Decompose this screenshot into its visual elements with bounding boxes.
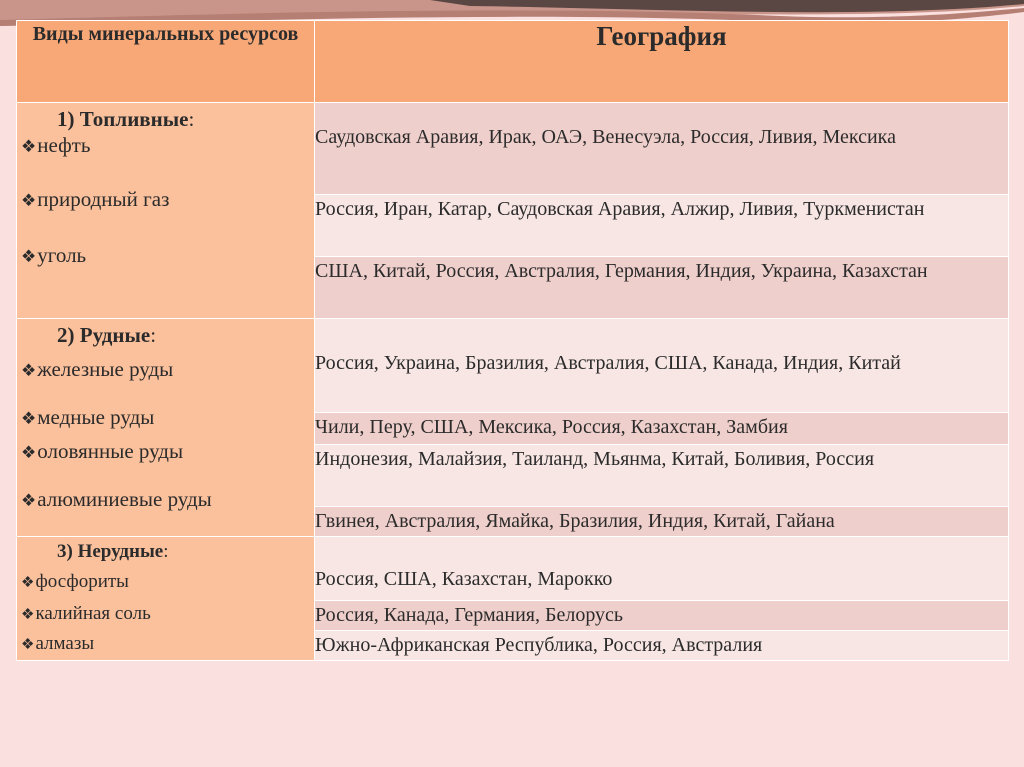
geo-iron-ore: Россия, Украина, Бразилия, Австралия, США, Канада, Индия, Китай	[315, 319, 1009, 413]
geo-natural-gas: Россия, Иран, Катар, Саудовская Аравия, Алжир, Ливия, Туркменистан	[315, 195, 1009, 257]
resource-diamonds: ❖алмазы	[21, 633, 95, 654]
geo-diamonds: Южно-Африканская Республика, Россия, Австралия	[315, 631, 1009, 661]
category-title: 1) Топливные:	[57, 107, 195, 131]
bullet-icon: ❖	[21, 637, 35, 653]
geo-potash-salt: Россия, Канада, Германия, Белорусь	[315, 601, 1009, 631]
category-title: 3) Нерудные:	[57, 541, 169, 562]
bullet-icon: ❖	[21, 575, 35, 591]
mineral-resources-table	[16, 20, 1009, 661]
category-ore	[17, 319, 315, 537]
resource-phosphorites: ❖фосфориты	[21, 571, 129, 592]
geo-tin-ore: Индонезия, Малайзия, Таиланд, Мьянма, Китай, Боливия, Россия	[315, 445, 1009, 507]
resource-oil: ❖нефть	[21, 133, 91, 157]
bullet-icon: ❖	[21, 137, 37, 156]
header-geography: География	[315, 21, 1009, 103]
header-row	[17, 21, 1009, 103]
geo-coal: США, Китай, Россия, Австралия, Германия, Индия, Украина, Казахстан	[315, 257, 1009, 319]
resource-iron-ore: ❖железные руды	[21, 357, 174, 381]
resource-tin-ore: ❖оловянные руды	[21, 439, 184, 463]
bullet-icon: ❖	[21, 491, 37, 510]
geo-phosphorites: Россия, США, Казахстан, Марокко	[315, 537, 1009, 601]
resource-copper-ore: ❖медные руды	[21, 405, 155, 429]
table-row	[17, 103, 1009, 195]
table-row	[17, 319, 1009, 413]
table-row	[17, 537, 1009, 601]
bullet-icon: ❖	[21, 191, 37, 210]
header-resource-types: Виды минеральных ресурсов	[17, 21, 315, 103]
bullet-icon: ❖	[21, 607, 35, 623]
resource-aluminum-ore: ❖алюминиевые руды	[21, 487, 212, 511]
geo-oil: Саудовская Аравия, Ирак, ОАЭ, Венесуэла, Россия, Ливия, Мексика	[315, 103, 1009, 195]
bullet-icon: ❖	[21, 247, 37, 266]
geo-copper-ore: Чили, Перу, США, Мексика, Россия, Казахстан, Замбия	[315, 413, 1009, 445]
resource-coal: ❖уголь	[21, 243, 87, 267]
bullet-icon: ❖	[21, 361, 37, 380]
category-title: 2) Рудные:	[57, 323, 157, 347]
resource-potash-salt: ❖калийная соль	[21, 603, 151, 624]
category-nonmetallic	[17, 537, 315, 661]
bullet-icon: ❖	[21, 443, 37, 462]
geo-aluminum-ore: Гвинея, Австралия, Ямайка, Бразилия, Индия, Китай, Гайана	[315, 507, 1009, 537]
category-fuel	[17, 103, 315, 319]
resource-natural-gas: ❖природный газ	[21, 187, 170, 211]
bullet-icon: ❖	[21, 409, 37, 428]
